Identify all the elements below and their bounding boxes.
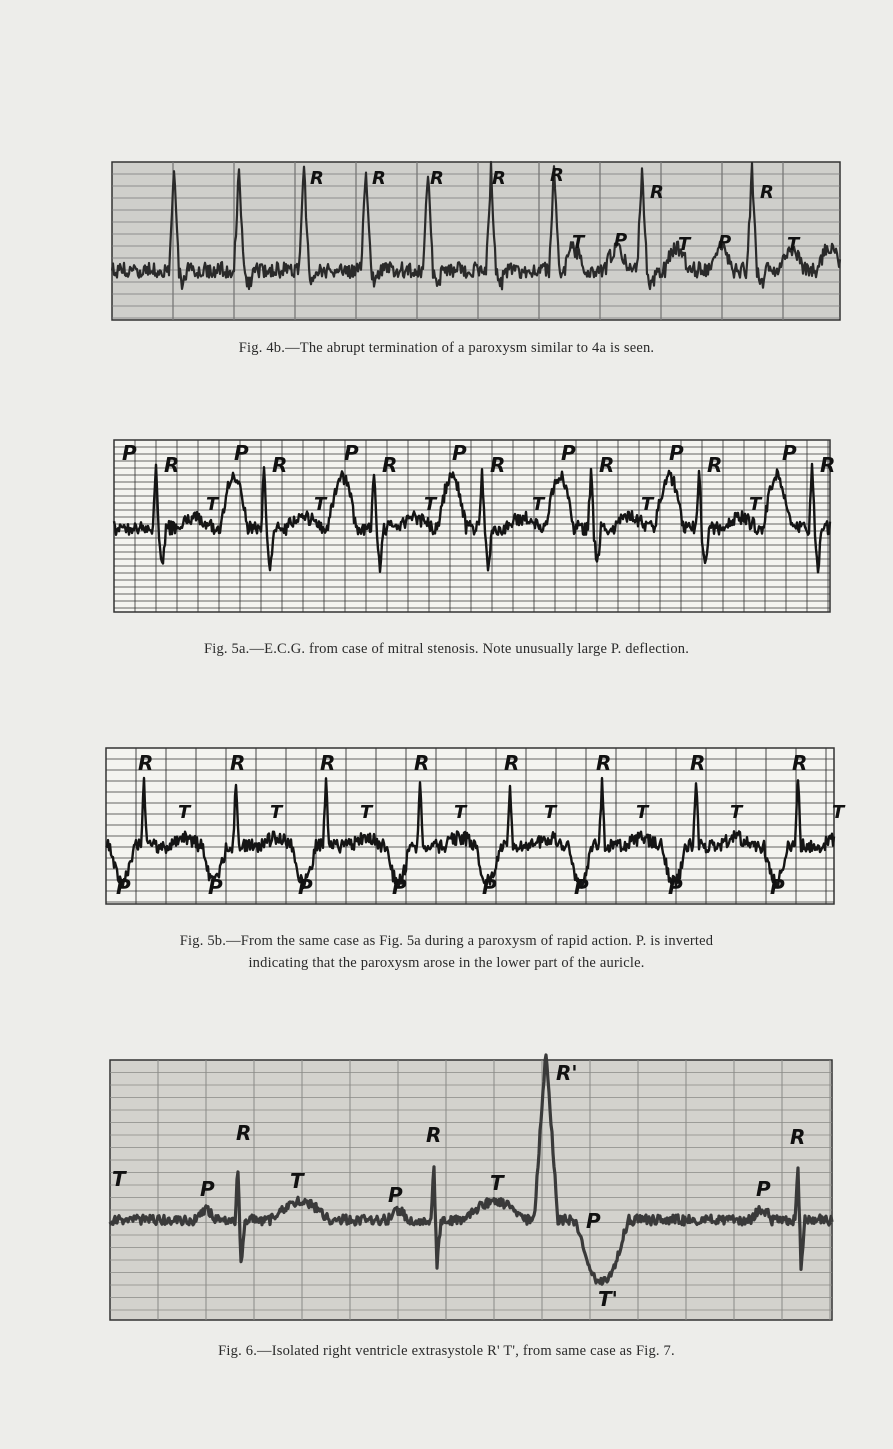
wave-label: R <box>820 453 836 477</box>
wave-label: T <box>206 494 219 515</box>
wave-label: T <box>749 494 762 515</box>
wave-label: R <box>596 751 612 775</box>
wave-label: T <box>730 802 743 823</box>
wave-label: R <box>138 751 154 775</box>
wave-label: P <box>718 232 732 253</box>
ecg-strip-6 <box>110 1060 832 1320</box>
wave-label: P <box>561 441 576 465</box>
wave-label: P <box>392 875 407 899</box>
wave-label: R <box>599 453 615 477</box>
wave-label: T <box>532 494 545 515</box>
wave-label: R <box>504 751 520 775</box>
wave-label: T <box>641 494 654 515</box>
wave-label: R <box>650 182 664 203</box>
caption-fig-5b-line2: indicating that the paroxysm arose in the lower part of the auricle. <box>248 955 645 971</box>
wave-label: T <box>270 802 283 823</box>
wave-label: T <box>454 802 467 823</box>
wave-label: R <box>492 168 506 189</box>
wave-label: P <box>298 875 313 899</box>
wave-label: T <box>787 234 800 255</box>
wave-label: T <box>544 802 557 823</box>
wave-label: R <box>430 168 444 189</box>
wave-label: R <box>790 1125 806 1149</box>
wave-label: R <box>414 751 430 775</box>
wave-label: R <box>372 168 386 189</box>
wave-label: P <box>770 875 785 899</box>
wave-label: R <box>164 453 180 477</box>
wave-label: P <box>116 875 131 899</box>
wave-label: P <box>614 230 628 251</box>
wave-label: R <box>550 165 564 186</box>
wave-label: P <box>388 1183 403 1207</box>
wave-label: R <box>760 182 774 203</box>
wave-label: R <box>382 453 398 477</box>
wave-label: R <box>320 751 336 775</box>
wave-label: P <box>756 1177 771 1201</box>
wave-label: T <box>572 232 585 253</box>
wave-label: P <box>234 441 249 465</box>
wave-label: T <box>424 494 437 515</box>
wave-label: P <box>452 441 467 465</box>
wave-label: T <box>636 802 649 823</box>
wave-label: P <box>200 1177 215 1201</box>
wave-label: T <box>178 802 191 823</box>
wave-label: R <box>690 751 706 775</box>
wave-label: P <box>482 875 497 899</box>
wave-label: R <box>272 453 288 477</box>
caption-fig-6: Fig. 6.—Isolated right ventricle extrasystole R' T', from same case as Fig. 7. <box>218 1343 675 1359</box>
wave-label: T <box>678 234 691 255</box>
caption-fig-4b: Fig. 4b.—The abrupt termination of a paroxysm similar to 4a is seen. <box>238 340 655 356</box>
wave-label: P <box>586 1209 601 1233</box>
wave-label: T <box>490 1171 504 1195</box>
caption-fig-5a: Fig. 5a.—E.C.G. from case of mitral stenosis. Note unusually large P. deflection. <box>203 641 690 657</box>
wave-label: P <box>669 441 684 465</box>
wave-label: R <box>310 168 324 189</box>
wave-label: T <box>290 1169 304 1193</box>
wave-label: P <box>122 441 137 465</box>
wave-label: R <box>236 1121 252 1145</box>
wave-label: T <box>832 802 845 823</box>
wave-label: T <box>360 802 373 823</box>
wave-label: R <box>707 453 723 477</box>
wave-label: T' <box>598 1287 618 1311</box>
wave-label: T <box>314 494 327 515</box>
wave-label: P <box>668 875 683 899</box>
wave-label: P <box>782 441 797 465</box>
wave-label: R <box>230 751 246 775</box>
grid <box>110 1060 832 1320</box>
wave-label: P <box>344 441 359 465</box>
wave-label: R <box>426 1123 442 1147</box>
wave-label: R' <box>556 1061 578 1085</box>
caption-fig-5b-line1: Fig. 5b.—From the same case as Fig. 5a during a paroxysm of rapid action. P. is inverted <box>179 933 714 949</box>
wave-label: T <box>112 1167 126 1191</box>
wave-label: P <box>208 875 223 899</box>
wave-label: P <box>574 875 589 899</box>
wave-label: R <box>792 751 808 775</box>
wave-label: R <box>490 453 506 477</box>
